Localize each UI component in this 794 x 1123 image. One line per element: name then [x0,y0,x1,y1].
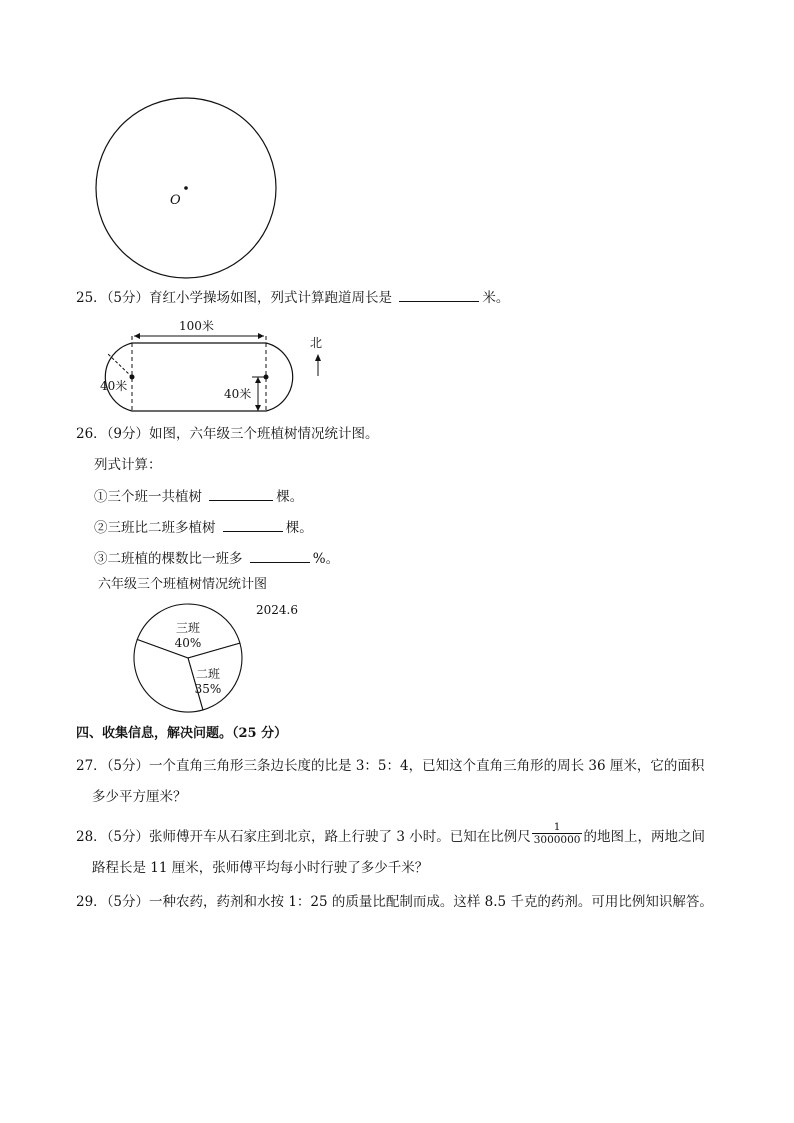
pie-slice-value-3: 35% [194,682,222,696]
q28-line1-b: 的地图上，两地之间 [583,829,705,845]
q26-item-2-unit: 棵。 [285,520,313,536]
right-radius-arrow-bottom [255,405,261,411]
q26-number: 26． [76,426,107,442]
track-figure [94,312,334,414]
q28-score: （5分） [106,829,150,845]
question-28-line-1 [76,821,705,850]
pie-slice-label-1: 三班 [175,621,201,635]
length-label: 100米 [179,319,214,333]
arrow-right-head [258,333,264,339]
arrow-left-head [134,333,140,339]
question-25 [76,287,509,308]
q25-number: 25． [76,290,107,306]
q25-text: 育红小学操场如图，列式计算跑道周长是 [149,290,393,306]
question-29 [76,892,713,912]
q29-score: （5分） [106,894,150,910]
left-center-dot [130,375,135,380]
q25-answer-blank[interactable] [399,287,479,302]
q27-line1: 一个直角三角形三条边长度的比是 3：5：4，已知这个直角三角形的周长 36 厘米，它的面积 [149,758,705,774]
q27-number: 27． [76,758,107,774]
scale-denominator: 3000000 [533,834,581,846]
q26-item-2-marker: ② [94,520,108,536]
scale-numerator: 1 [553,821,561,833]
right-center-dot [264,375,269,380]
q26-item-1-unit: 棵。 [276,489,304,505]
q28-line2: 路程长是 11 厘米，张师傅平均每小时行驶了多少千米？ [92,860,429,876]
q29-text: 一种农药，药剂和水按 1：25 的质量比配制而成。这样 8.5 千克的药剂。可用比例知识解答。 [149,894,713,910]
pie-chart-title: 六年级三个班植树情况统计图 [98,577,268,592]
left-radius-label: 40米 [100,379,128,393]
section-4-title: 四、收集信息，解决问题。（25 分） [76,726,288,741]
q26-item-3 [94,548,339,569]
q26-item-1-blank[interactable] [209,486,273,501]
north-arrow-head [315,354,321,361]
q26-item-1 [94,486,303,507]
right-radius-arrow-top [255,377,261,383]
pie-chart-date: 2024.6 [256,603,298,617]
pie-chart [128,600,248,716]
q26-text: 如图，六年级三个班植树情况统计图。 [149,426,379,442]
q26-item-2-text: 三班比二班多植树 [107,520,216,536]
q27-line2: 多少平方厘米？ [92,789,187,805]
q26-item-3-text: 二班植的棵数比一班多 [107,551,243,567]
question-27-line-1 [76,756,704,776]
pie-slice-value-1: 40% [174,636,202,650]
north-label: 北 [310,336,323,350]
circle-figure [90,94,282,284]
circle-center-label: O [170,193,181,208]
q26-item-2-blank[interactable] [223,517,283,532]
circle-center-dot [184,186,188,190]
q26-item-1-text: 三个班一共植树 [107,489,202,505]
q26-item-3-marker: ③ [94,551,108,567]
q25-unit: 米。 [482,290,510,306]
q26-item-3-unit: %。 [312,551,340,567]
right-radius-label: 40米 [224,387,252,401]
q26-score: （9分） [106,426,150,442]
q26-item-3-blank[interactable] [250,548,310,563]
scale-fraction [532,821,583,846]
pie-slice-label-3: 二班 [195,667,221,681]
q28-number: 28． [76,829,107,845]
q27-score: （5分） [106,758,150,774]
q28-line1-a: 张师傅开车从石家庄到北京，路上行驶了 3 小时。已知在比例尺 [149,829,531,845]
question-26 [76,424,379,444]
q26-item-1-marker: ① [94,489,108,505]
q25-score: （5分） [106,290,150,306]
q29-number: 29． [76,894,107,910]
q26-item-2 [94,517,313,538]
q26-subtitle: 列式计算： [94,457,162,473]
